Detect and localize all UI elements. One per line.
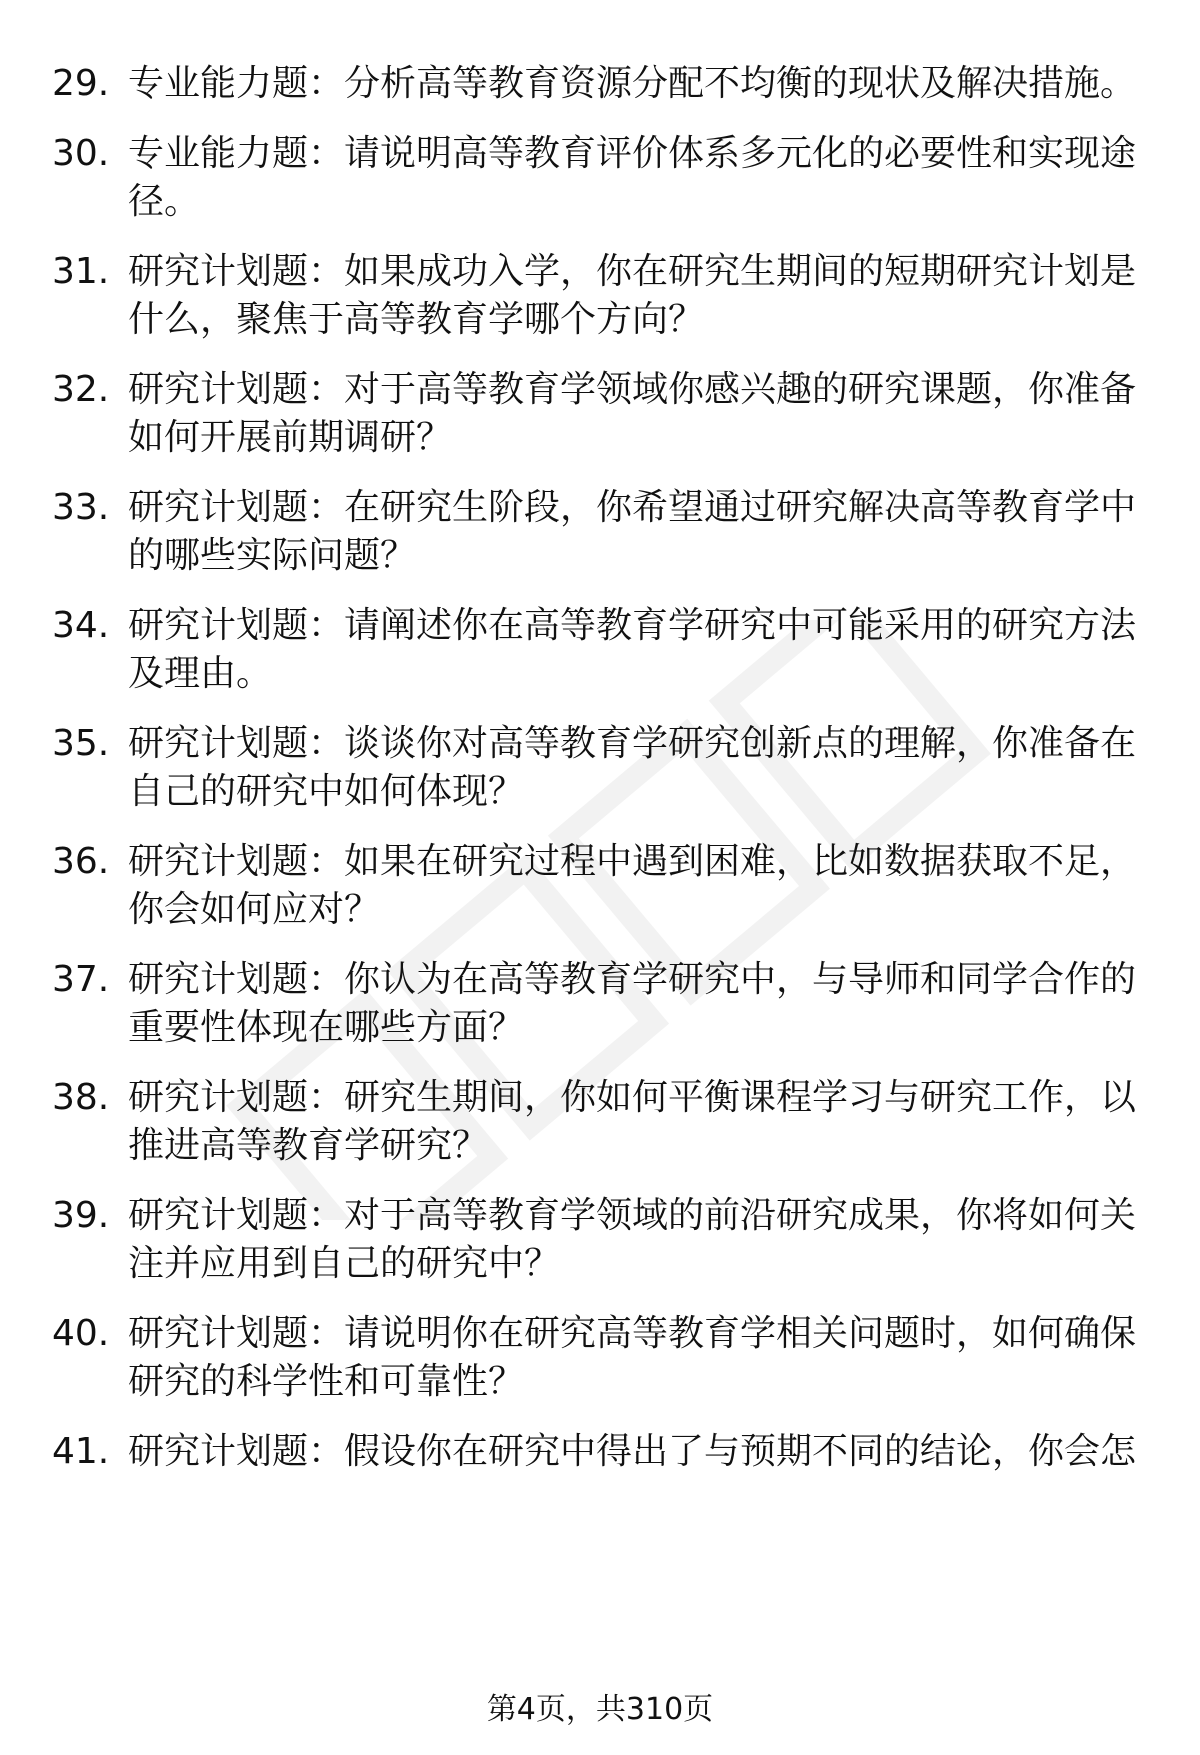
question-number: 39. bbox=[52, 1195, 110, 1236]
question-number: 29. bbox=[52, 63, 110, 104]
question-text: 研究计划题：如果成功入学，你在研究生期间的短期研究计划是什么，聚焦于高等教育学哪个方向？ bbox=[128, 251, 1137, 340]
question-number: 35. bbox=[52, 723, 110, 764]
question-number: 30. bbox=[52, 133, 110, 174]
question-text: 研究计划题：谈谈你对高等教育学研究创新点的理解，你准备在自己的研究中如何体现？ bbox=[128, 723, 1137, 812]
question-text: 研究计划题：对于高等教育学领域的前沿研究成果，你将如何关注并应用到自己的研究中？ bbox=[128, 1195, 1137, 1284]
question-number: 40. bbox=[52, 1313, 110, 1354]
question-number: 37. bbox=[52, 959, 110, 1000]
question-number: 34. bbox=[52, 605, 110, 646]
question-number: 33. bbox=[52, 487, 110, 528]
question-number: 31. bbox=[52, 251, 110, 292]
question-text: 研究计划题：对于高等教育学领域你感兴趣的研究课题，你准备如何开展前期调研？ bbox=[128, 369, 1137, 458]
question-number: 32. bbox=[52, 369, 110, 410]
page-footer: 第4页，共310页 bbox=[486, 1692, 714, 1727]
question-text: 研究计划题：请阐述你在高等教育学研究中可能采用的研究方法及理由。 bbox=[128, 605, 1137, 694]
question-text: 研究计划题：请说明你在研究高等教育学相关问题时，如何确保研究的科学性和可靠性？ bbox=[128, 1313, 1137, 1402]
question-text: 研究计划题：你认为在高等教育学研究中，与导师和同学合作的重要性体现在哪些方面？ bbox=[128, 959, 1137, 1048]
question-text: 研究计划题：在研究生阶段，你希望通过研究解决高等教育学中的哪些实际问题？ bbox=[128, 487, 1137, 576]
question-number: 41. bbox=[52, 1431, 110, 1472]
question-text: 研究计划题：研究生期间，你如何平衡课程学习与研究工作，以推进高等教育学研究？ bbox=[128, 1077, 1137, 1166]
question-number: 36. bbox=[52, 841, 110, 882]
question-text: 专业能力题：请说明高等教育评价体系多元化的必要性和实现途径。 bbox=[128, 133, 1137, 222]
question-number: 38. bbox=[52, 1077, 110, 1118]
question-text: 专业能力题：分析高等教育资源分配不均衡的现状及解决措施。 bbox=[128, 63, 1137, 104]
question-text: 研究计划题：假设你在研究中得出了与预期不同的结论，你会怎 bbox=[128, 1431, 1137, 1472]
question-text: 研究计划题：如果在研究过程中遇到困难，比如数据获取不足，你会如何应对？ bbox=[128, 841, 1137, 930]
